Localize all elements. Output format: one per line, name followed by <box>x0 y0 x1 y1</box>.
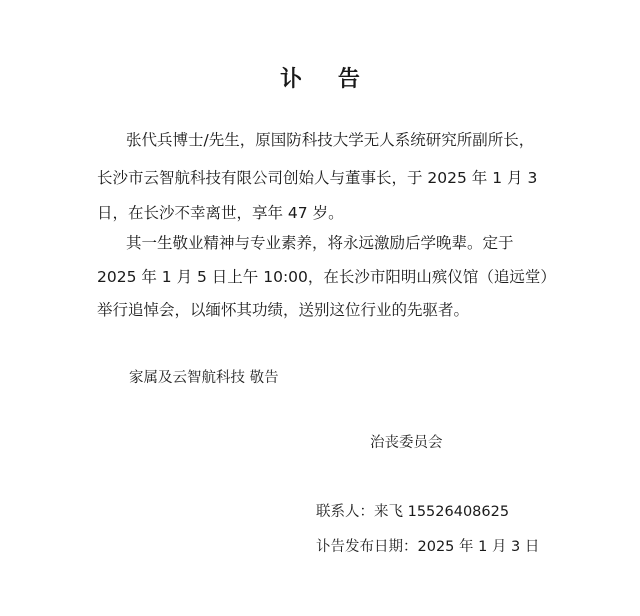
paragraph-line: 2025 年 1 月 5 日上午 10:00，在长沙市阳明山殡仪馆（追远堂） <box>97 268 556 286</box>
paragraph-line: 日，在长沙不幸离世，享年 47 岁。 <box>97 204 344 222</box>
release-date: 讣告发布日期：2025 年 1 月 3 日 <box>316 539 540 555</box>
document-title: 讣 告 <box>280 67 374 92</box>
paragraph-line: 其一生敬业精神与专业素养，将永远激励后学晚辈。定于 <box>126 234 514 252</box>
family-signature: 家属及云智航科技 敬告 <box>129 370 279 386</box>
contact-person: 联系人：来飞 15526408625 <box>316 504 510 520</box>
paragraph-line: 举行追悼会，以缅怀其功绩，送别这位行业的先驱者。 <box>97 301 470 319</box>
paragraph-line: 长沙市云智航科技有限公司创始人与董事长，于 2025 年 1 月 3 <box>97 169 538 187</box>
committee-signature: 治丧委员会 <box>370 435 443 451</box>
paragraph-line: 张代兵博士/先生，原国防科技大学无人系统研究所副所长， <box>126 131 535 149</box>
